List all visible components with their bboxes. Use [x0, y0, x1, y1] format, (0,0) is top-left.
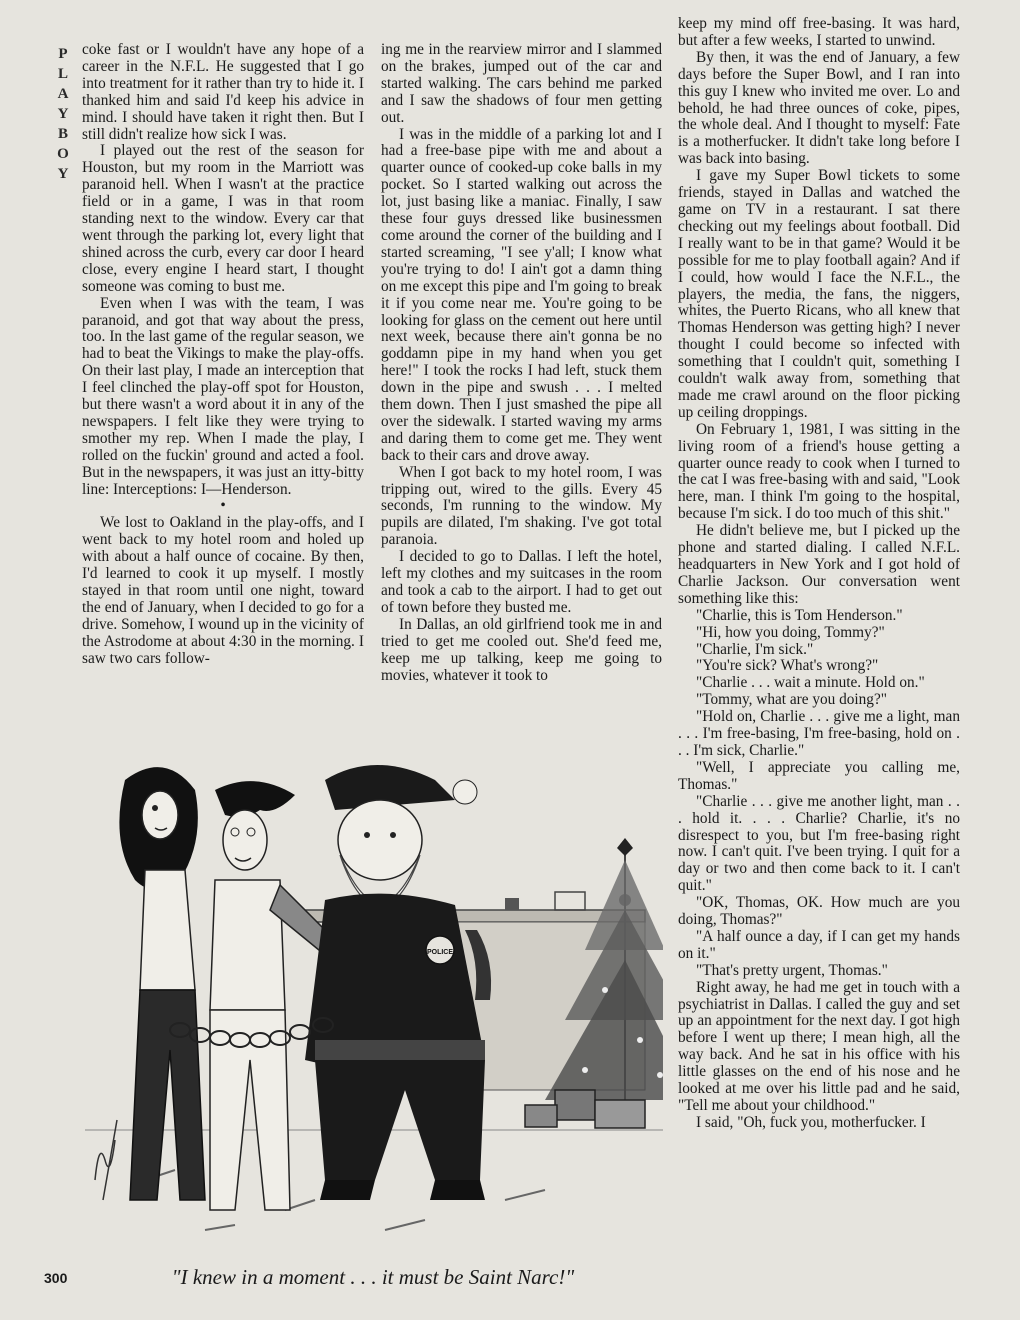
article-paragraph: "You're sick? What's wrong?" — [696, 657, 879, 675]
page-number: 300 — [44, 1270, 68, 1286]
article-paragraph: "Hold on, Charlie . . . give me a light, man . . . I'm free-basing, I'm free-basing, hold on . . . I'm sick, Charlie." — [678, 708, 960, 759]
article-paragraph: I said, "Oh, fuck you, motherfucker. I — [696, 1113, 926, 1131]
masthead-letter: Y — [57, 166, 69, 182]
cartoon-caption: "I knew in a moment . . . it must be Saint Narc!" — [171, 1265, 575, 1289]
article-paragraph: "Charlie . . . wait a minute. Hold on." — [696, 674, 925, 692]
masthead-letter: Y — [57, 106, 69, 122]
article-paragraph: I gave my Super Bowl tickets to some friends, stayed in Dallas and watched the game on TV in a restaurant. I sat there checking out my feelings about football. Did I really want to be in that game? Would it be possible for me to play football again? And if I could, how would I face the N.F.L., the players, the media, the fans, the niggers, whites, the Puerto Ricans, who all knew that Thomas Henderson was getting high? I never thought I could become so infected with something that I couldn't quit, something I couldn't walk away from, something that made me crawl around on the floor picking up ceiling droppings. — [678, 167, 960, 421]
article-paragraph: "Tommy, what are you doing?" — [696, 691, 887, 709]
article-paragraph: He didn't believe me, but I picked up the phone and started dialing. I called N.F.L. headquarters in New York and I got hold of Charlie Jackson. Our conversation went something like this: — [678, 522, 960, 607]
masthead-letter: A — [57, 86, 69, 102]
article-paragraph: I was in the middle of a parking lot and I had a free-base pipe with me and about a quarter ounce of cooked-up coke balls in my pocket. So I started walking out across the lot, just basing like a maniac. Finally, I saw these four guys dressed like businessmen come around the corner of the building and I started screaming, "I see y'all; I know what you're trying to do! I ain't got a damn thing on me except this pipe and I'm going to break it if you come near me. You're going to be looking for glass on the cement out here until next week, because there ain't gonna be no goddamn pipe in my hand when you get here!" I took the rocks I had left, stuck them down in the pipe and swush . . . I melted them down. Then I just smashed the pipe all over the sidewalk. I started waving my arms and daring them to come get me. They went back to their cars and drove away. — [381, 125, 662, 464]
cartoon-illustration — [85, 760, 663, 1256]
article-paragraph: In Dallas, an old girlfriend took me in and tried to get me cooled out. She'd feed me, keep me up talking, keep me going to movies, whatever it took to — [381, 615, 662, 684]
article-paragraph: coke fast or I wouldn't have any hope of a career in the N.F.L. He suggested that I go into treatment for it rather than try to hide it. I thanked him and said I'd keep his advice in mind. I should have taken it right then. But I still didn't realize how sick I was. — [82, 41, 364, 143]
article-paragraph: We lost to Oakland in the play-offs, and I went back to my hotel room and holed up with about a half ounce of cocaine. By then, I'd learned to cook it up myself. I mostly stayed in that room until one night, toward the end of January, when I decided to go for a drive. Somehow, I wound up in the vicinity of the Astrodome at about 4:30 in the morning. I saw two cars follow- — [82, 514, 364, 667]
article-paragraph: "Charlie, I'm sick." — [696, 640, 814, 658]
mantel-trinket — [505, 898, 519, 910]
article-paragraph: "Well, I appreciate you calling me, Thomas." — [678, 758, 960, 793]
article-paragraph: I decided to go to Dallas. I left the hotel, left my clothes and my suitcases in the room and took a cab to the airport. I had to get out of town before they busted me. — [381, 548, 662, 616]
masthead-letter: O — [57, 146, 69, 162]
masthead-letter: B — [57, 126, 68, 142]
text-column-2 — [381, 42, 662, 684]
present — [555, 1090, 595, 1120]
police-badge-text: POLICE — [426, 949, 454, 956]
article-paragraph: • — [220, 497, 226, 515]
article-paragraph: "Hi, how you doing, Tommy?" — [696, 623, 885, 641]
article-paragraph: "That's pretty urgent, Thomas." — [696, 961, 888, 979]
article-paragraph: keep my mind off free-basing. It was hard, but after a few weeks, I started to unwind. — [678, 15, 960, 49]
present — [525, 1105, 557, 1127]
article-paragraph: By then, it was the end of January, a few days before the Super Bowl, and I ran into this guy I knew who invited me over. Lo and behold, he had three ounces of coke, pipes, the whole deal. And I thought to myself: Fate is a motherfucker. It didn't take long before I was back into basing. — [678, 48, 960, 168]
article-paragraph: "Charlie, this is Tom Henderson." — [696, 606, 903, 624]
text-column-1 — [82, 42, 364, 668]
article-paragraph: ing me in the rearview mirror and I slammed on the brakes, jumped out of the car and started walking. The cars behind me parked and I saw the shadows of four men getting out. — [381, 41, 662, 126]
article-paragraph: "Charlie . . . give me another light, man . . . hold it. . . . Charlie? Charlie, it's no disrespect to you, but I'm free-basing right now. I can't quit. I've been trying. I quit for a day or two and then come back to it. I can't quit." — [678, 792, 960, 895]
article-paragraph: Even when I was with the team, I was paranoid, and got that way about the press, too. In the last game of the regular season, we had to beat the Vikings to make the play-offs. On their last play, I made an interception that I feel clinched the play-off spot for Houston, but there wasn't a word about it in any of the newspapers. I felt like they were trying to smother my rep. When I made the play, I rolled on the fuckin' ground and acted a fool. But in the newspapers, it was just an itty-bitty line: Interceptions: I—Henderson. — [82, 294, 364, 498]
article-paragraph: Right away, he had me get in touch with a psychiatrist in Dallas. I called the guy and set up an appointment for the next day. I got high before I went up there; I mean high, all the way back. And he sat in his office with his little glasses on the end of his nose and he looked at me over his little pad and he said, "Tell me about your childhood." — [678, 978, 960, 1114]
article-paragraph: I played out the rest of the season for Houston, but my room in the Marriott was paranoid hell. When I wasn't at the practice field or in a game, I was in that room standing next to the window. Every car that went through the parking lot, every light that shined across the curb, every car door I heard close, every engine I heard start, I thought someone was coming to bust me. — [82, 142, 364, 295]
magazine-masthead — [52, 44, 74, 184]
article-paragraph: "A half ounce a day, if I can get my hands on it." — [678, 927, 960, 962]
article-paragraph: When I got back to my hotel room, I was tripping out, wired to the gills. Every 45 seconds, I'm running to the window. My pupils are dilated, I'm shaking. I've got total paranoia. — [381, 463, 662, 549]
article-paragraph: On February 1, 1981, I was sitting in the living room of a friend's house getting a quarter ounce ready to cook when I turned to the cat I was free-basing with and said, "Look here, man. I think I'm going to the hospital, because I'm sick. I do too much of this shit." — [678, 420, 960, 523]
present — [595, 1100, 645, 1128]
masthead-letter: P — [58, 46, 68, 62]
text-column-3 — [678, 16, 960, 1132]
masthead-letter: L — [57, 66, 68, 82]
article-paragraph: "OK, Thomas, OK. How much are you doing, Thomas?" — [678, 894, 960, 929]
